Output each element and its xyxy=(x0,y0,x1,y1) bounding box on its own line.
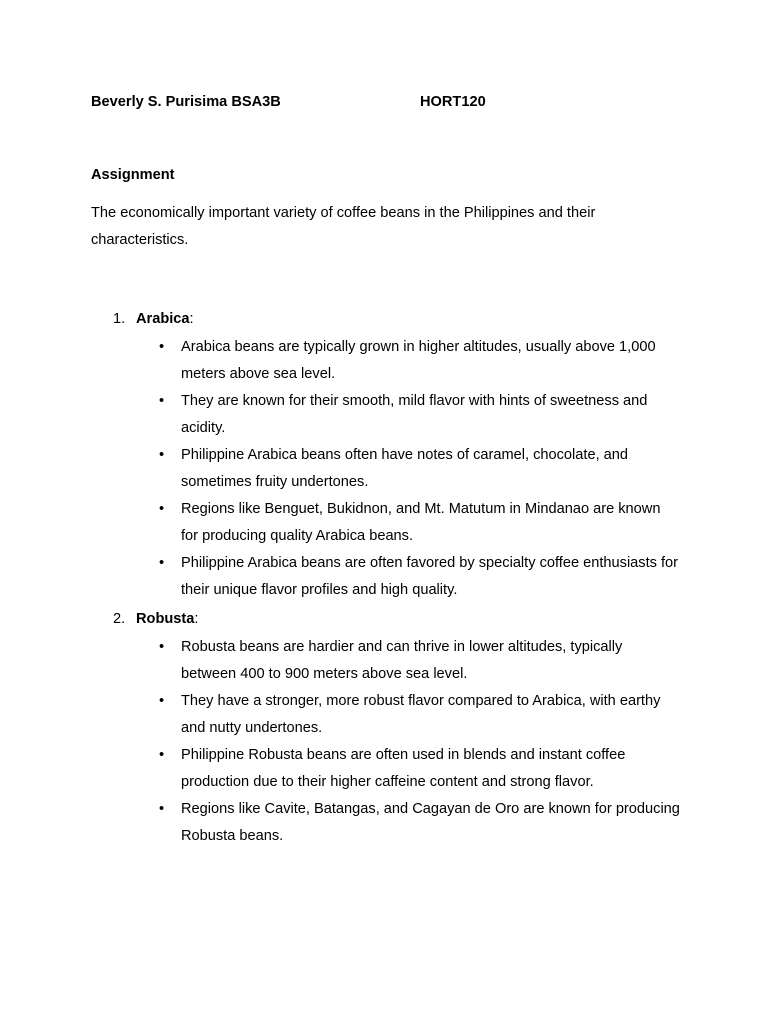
bullet-icon: • xyxy=(159,393,165,409)
bullet-text: Regions like Benguet, Bukidnon, and Mt. Matutum in Mindanao are known for producing quality Arabica beans. xyxy=(181,501,661,544)
list-item xyxy=(0,334,768,388)
author-line: Beverly S. Purisima BSA3B xyxy=(91,94,281,110)
list-item-title: Arabica xyxy=(136,311,190,327)
intro-paragraph: The economically important variety of coffee beans in the Philippines and their characteristics. xyxy=(91,205,596,248)
bullet-text: Philippine Robusta beans are often used in blends and instant coffee production due to their higher caffeine content and strong flavor. xyxy=(181,747,626,790)
list-item-title: Robusta xyxy=(136,611,195,627)
list-item-suffix: : xyxy=(194,611,199,627)
bullet-icon: • xyxy=(159,639,165,655)
list-item xyxy=(0,688,768,742)
list-item xyxy=(0,742,768,796)
assignment-heading: Assignment xyxy=(91,167,175,183)
bullet-icon: • xyxy=(159,447,165,463)
bullet-text: They have a stronger, more robust flavor compared to Arabica, with earthy and nutty undertones. xyxy=(181,693,661,736)
bullet-text: Arabica beans are typically grown in higher altitudes, usually above 1,000 meters above sea level. xyxy=(181,339,656,382)
list-item xyxy=(0,796,768,850)
list-item-arabica xyxy=(113,306,194,333)
arabica-bullet-list xyxy=(0,334,768,604)
list-item-suffix: : xyxy=(189,311,194,327)
bullet-text: Robusta beans are hardier and can thrive in lower altitudes, typically between 400 to 900 meters above sea level. xyxy=(181,639,623,682)
list-item xyxy=(0,442,768,496)
bullet-icon: • xyxy=(159,555,165,571)
bullet-icon: • xyxy=(159,339,165,355)
bullet-text: Philippine Arabica beans often have notes of caramel, chocolate, and sometimes fruity undertones. xyxy=(181,447,629,490)
list-number: 1. xyxy=(113,311,126,327)
list-item-robusta xyxy=(113,606,198,633)
bullet-icon: • xyxy=(159,747,165,763)
list-number: 2. xyxy=(113,611,126,627)
bullet-icon: • xyxy=(159,501,165,517)
list-item xyxy=(0,388,768,442)
list-item xyxy=(0,496,768,550)
course-code: HORT120 xyxy=(420,94,486,110)
bullet-icon: • xyxy=(159,801,165,817)
robusta-bullet-list xyxy=(0,634,768,850)
list-item xyxy=(0,634,768,688)
bullet-text: Philippine Arabica beans are often favored by specialty coffee enthusiasts for their unique flavor profiles and high quality. xyxy=(181,555,679,598)
bullet-icon: • xyxy=(159,693,165,709)
list-item xyxy=(0,550,768,604)
bullet-text: They are known for their smooth, mild flavor with hints of sweetness and acidity. xyxy=(181,393,648,436)
bullet-text: Regions like Cavite, Batangas, and Cagayan de Oro are known for producing Robusta beans. xyxy=(181,801,680,844)
